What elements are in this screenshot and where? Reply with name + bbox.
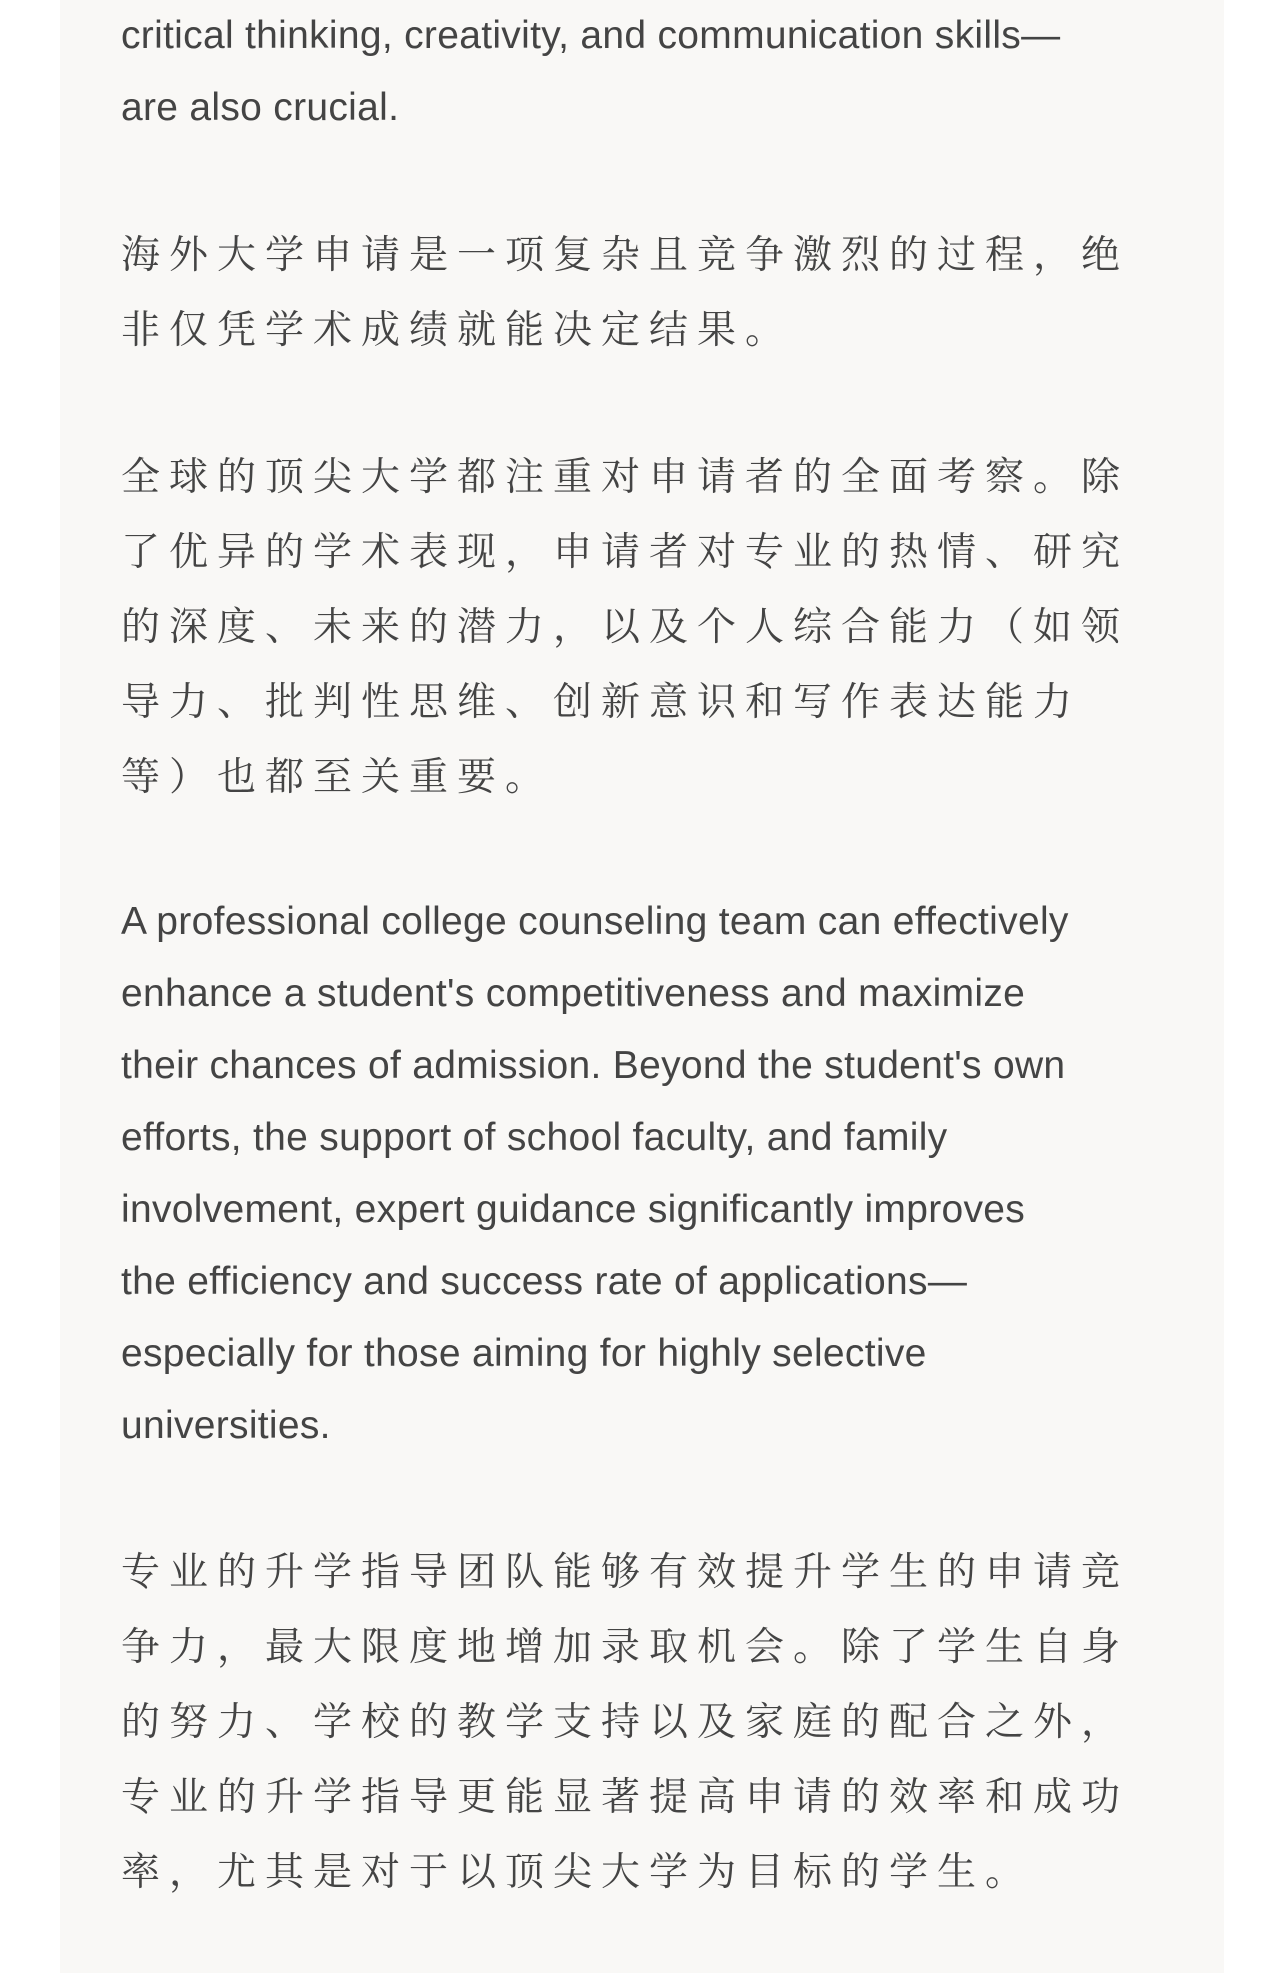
text-line: 率，尤其是对于以顶尖大学为目标的学生。 xyxy=(121,1850,1034,1895)
text-line: are also crucial. xyxy=(121,86,400,129)
text-line: A professional college counseling team can effectively xyxy=(121,900,1069,943)
text-line: 全球的顶尖大学都注重对申请者的全面考察。除 xyxy=(121,455,1130,500)
text-line: universities. xyxy=(121,1404,331,1447)
text-line: the efficiency and success rate of applications— xyxy=(121,1260,968,1303)
article-card xyxy=(60,0,1224,1973)
text-line: involvement, expert guidance significantly improves xyxy=(121,1188,1026,1231)
paragraph-chinese-intro xyxy=(121,218,1201,368)
text-line: especially for those aiming for highly selective xyxy=(121,1332,927,1375)
text-line: efforts, the support of school faculty, and family xyxy=(121,1116,948,1159)
text-line: 非仅凭学术成绩就能决定结果。 xyxy=(121,308,794,353)
text-line: 的努力、学校的教学支持以及家庭的配合之外， xyxy=(121,1700,1130,1745)
text-line: 争力，最大限度地增加录取机会。除了学生自身 xyxy=(121,1625,1130,1670)
paragraph-english-counseling xyxy=(121,886,1201,1462)
text-line: 的深度、未来的潜力，以及个人综合能力（如领 xyxy=(121,605,1130,650)
text-line: critical thinking, creativity, and communication skills— xyxy=(121,14,1061,57)
paragraph-chinese-counseling xyxy=(121,1535,1201,1910)
text-line: their chances of admission. Beyond the student's own xyxy=(121,1044,1066,1087)
text-line: 了优异的学术表现，申请者对专业的热情、研究 xyxy=(121,530,1130,575)
text-line: 等）也都至关重要。 xyxy=(121,755,554,800)
paragraph-english-skills xyxy=(121,0,1201,144)
paragraph-chinese-holistic-review xyxy=(121,440,1201,815)
text-line: 专业的升学指导团队能够有效提升学生的申请竞 xyxy=(121,1550,1130,1595)
text-line: 导力、批判性思维、创新意识和写作表达能力 xyxy=(121,680,1082,725)
text-line: 专业的升学指导更能显著提高申请的效率和成功 xyxy=(121,1775,1130,1820)
text-line: 海外大学申请是一项复杂且竞争激烈的过程，绝 xyxy=(121,233,1130,278)
text-line: enhance a student's competitiveness and maximize xyxy=(121,972,1026,1015)
